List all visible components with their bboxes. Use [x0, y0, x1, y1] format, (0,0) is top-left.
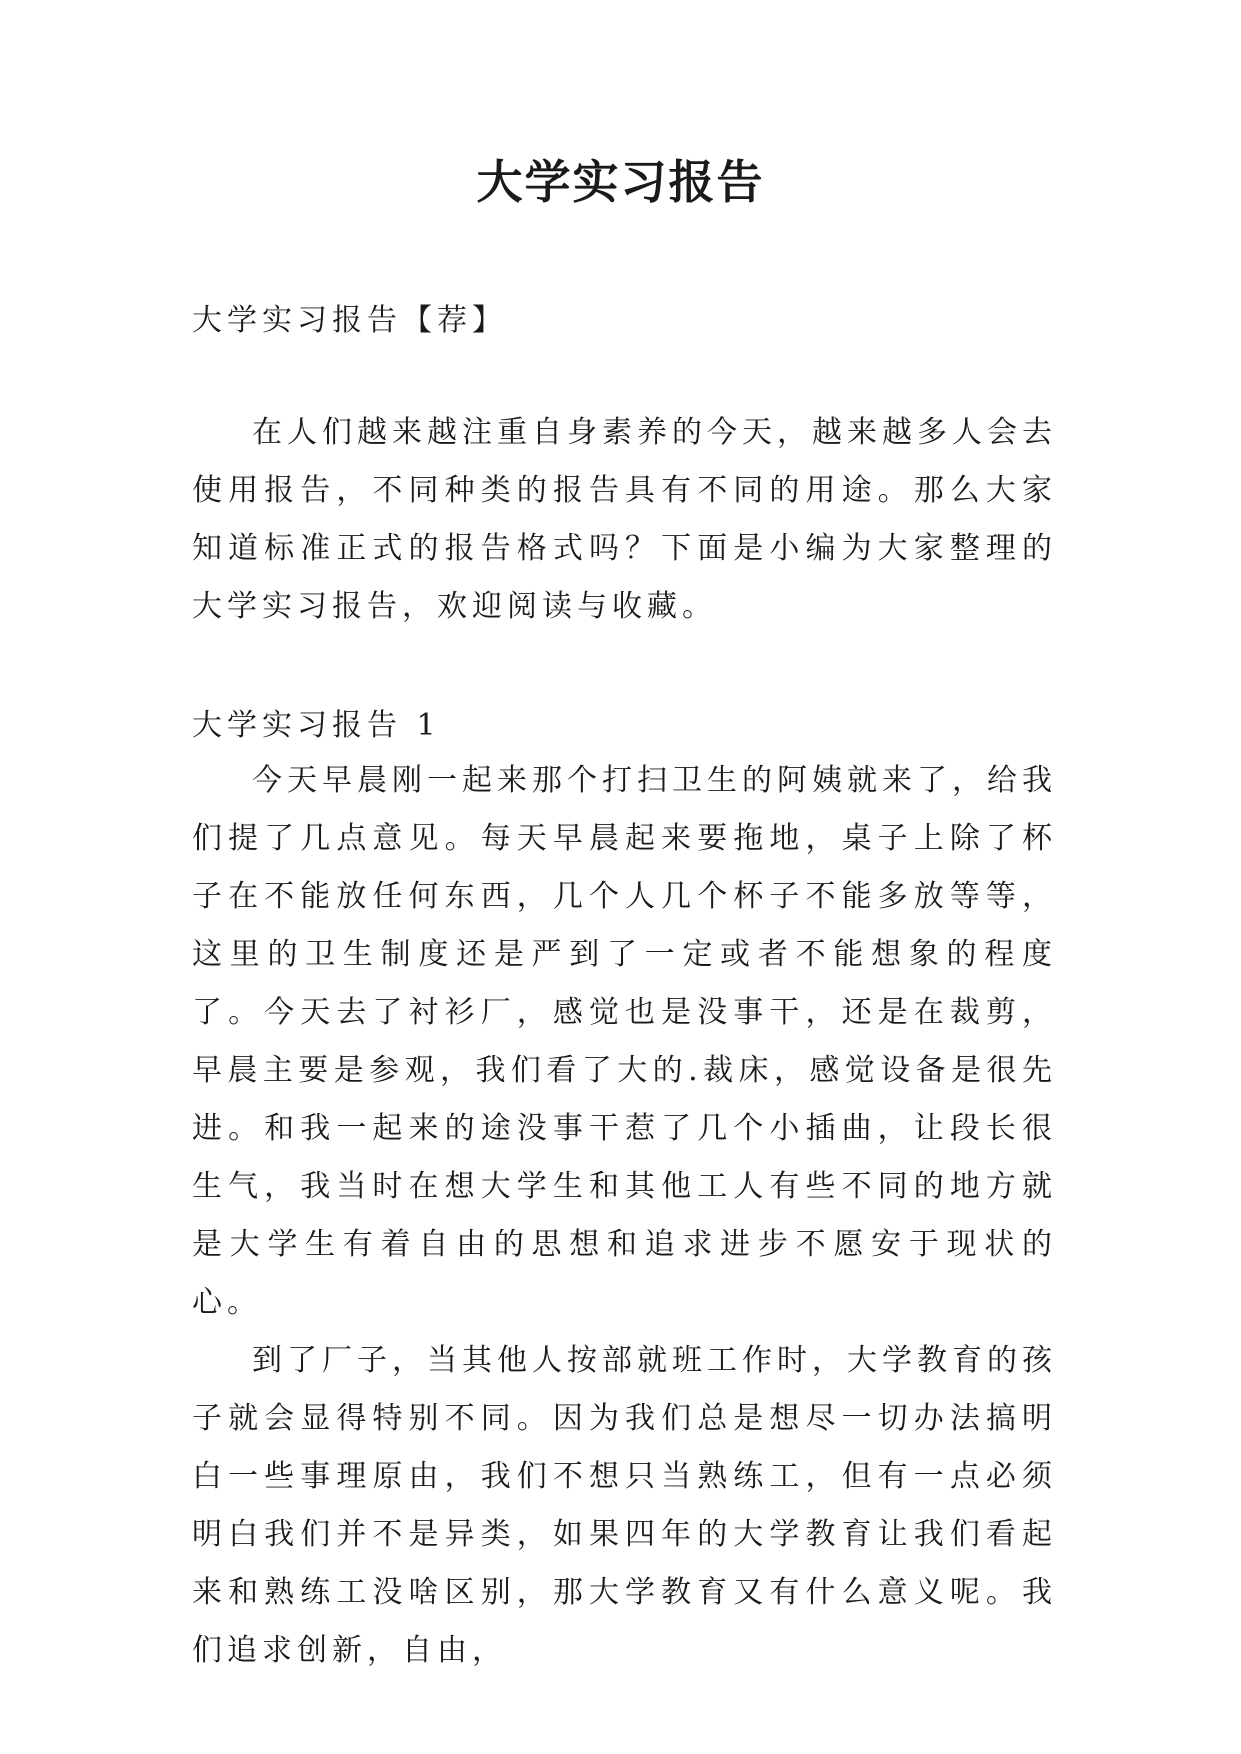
document-title: 大学实习报告	[476, 155, 765, 209]
section-body	[192, 752, 1057, 1680]
intro-paragraph: 在人们越来越注重自身素养的今天，越来越多人会去使用报告，不同种类的报告具有不同的用途。那么大家知道标准正式的报告格式吗？下面是小编为大家整理的大学实习报告，欢迎阅读与收藏。	[192, 415, 1057, 624]
body-paragraph: 今天早晨刚一起来那个打扫卫生的阿姨就来了，给我们提了几点意见。每天早晨起来要拖地，桌子上除了杯子在不能放任何东西，几个人几个杯子不能多放等等，这里的卫生制度还是严到了一定或者不能想象的程度了。今天去了衬衫厂，感觉也是没事干，还是在裁剪，早晨主要是参观，我们看了大的.裁床，感觉设备是很先进。和我一起来的途没事干惹了几个小插曲，让段长很生气，我当时在想大学生和其他工人有些不同的地方就是大学生有着自由的思想和追求进步不愿安于现状的心。	[192, 763, 1057, 1320]
intro-section	[192, 404, 1057, 636]
document-subtitle: 大学实习报告【荐】	[192, 303, 507, 338]
section-heading: 大学实习报告 1	[192, 708, 441, 743]
body-paragraph: 到了厂子，当其他人按部就班工作时，大学教育的孩子就会显得特别不同。因为我们总是想尽一切办法搞明白一些事理原由，我们不想只当熟练工，但有一点必须明白我们并不是异类，如果四年的大学教育让我们看起来和熟练工没啥区别，那大学教育又有什么意义呢。我们追求创新，自由，	[192, 1343, 1057, 1668]
